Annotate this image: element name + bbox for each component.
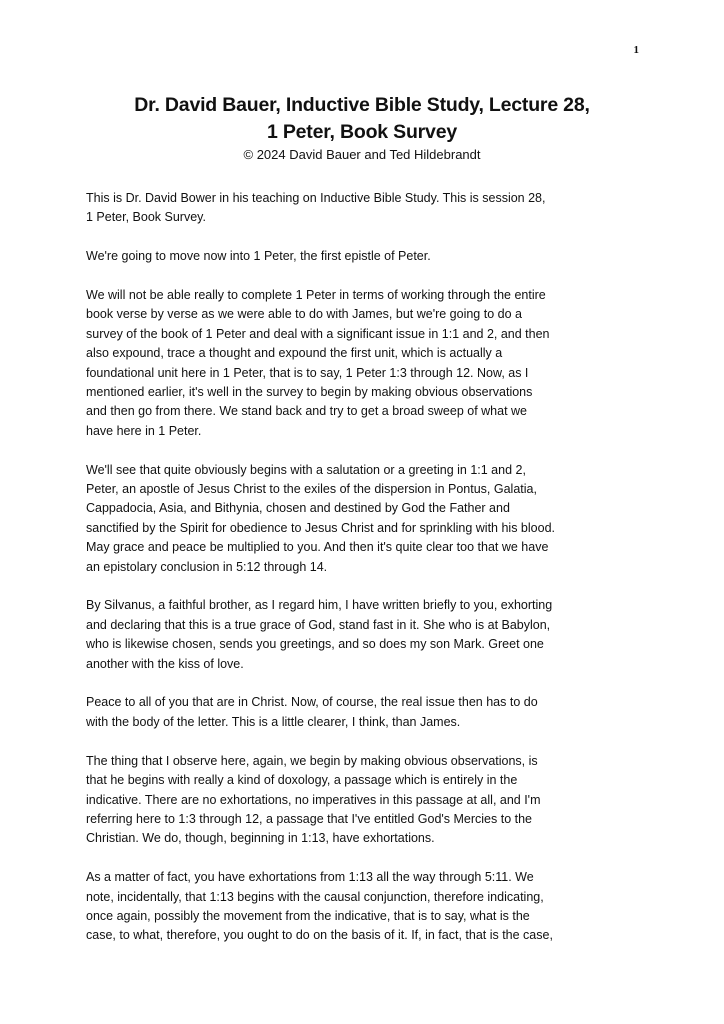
document-title bbox=[0, 92, 724, 146]
paragraph: We will not be able really to complete 1 Peter in terms of working through the entire book verse by verse as we were able to do with James, but we're going to do a survey of the book of 1 Peter and deal with a significant issue in 1:1 and 2, and then also expound, trace a thought and expound the first unit, which is actually a foundational unit here in 1 Peter, that is to say, 1 Peter 1:3 through 12. Now, as I mentioned earlier, it's well in the survey to begin by making obvious observations and then go from there. We stand back and try to get a broad sweep of what we have here in 1 Peter. bbox=[86, 288, 550, 438]
document-body bbox=[86, 189, 646, 965]
paragraph: This is Dr. David Bower in his teaching on Inductive Bible Study. This is session 28, 1 Peter, Book Survey. bbox=[86, 191, 546, 225]
paragraph: By Silvanus, a faithful brother, as I regard him, I have written briefly to you, exhorting and declaring that this is a true grace of God, stand fast in it. She who is at Babylon, who is likewise chosen, sends you greetings, and so does my son Mark. Greet one another with the kiss of love. bbox=[86, 598, 553, 671]
page-number: 1 bbox=[633, 44, 639, 56]
paragraph: We're going to move now into 1 Peter, the first epistle of Peter. bbox=[86, 249, 431, 264]
copyright-line: © 2024 David Bauer and Ted Hildebrandt bbox=[243, 147, 481, 162]
paragraph: The thing that I observe here, again, we begin by making obvious observations, is that he begins with really a kind of doxology, a passage which is entirely in the indicative. There are no exhortations, no imperatives in this passage at all, and I'm referring here to 1:3 through 12, a passage that I've entitled God's Mercies to the Christian. We do, though, beginning in 1:13, have exhortations. bbox=[86, 753, 541, 846]
title-line-2: 1 Peter, Book Survey bbox=[266, 121, 457, 143]
title-line-1: Dr. David Bauer, Inductive Bible Study, Lecture 28, bbox=[134, 94, 590, 116]
paragraph: We'll see that quite obviously begins with a salutation or a greeting in 1:1 and 2, Peter, an apostle of Jesus Christ to the exiles of the dispersion in Pontus, Galatia, Cappadocia, Asia, and Bithynia, chosen and destined by God the Father and sanctified by the Spirit for obedience to Jesus Christ and for sprinkling with his blood. May grace and peace be multiplied to you. And then it's quite clear too that we have an epistolary conclusion in 5:12 through 14. bbox=[86, 462, 555, 574]
paragraph: Peace to all of you that are in Christ. Now, of course, the real issue then has to do with the body of the letter. This is a little clearer, I think, than James. bbox=[86, 695, 538, 729]
paragraph: As a matter of fact, you have exhortations from 1:13 all the way through 5:11. We note, incidentally, that 1:13 begins with the causal conjunction, therefore indicating, once again, possibly the movement from the indicative, that is to say, what is the case, to what, therefore, you ought to do on the basis of it. If, in fact, that is the case, bbox=[86, 870, 553, 943]
